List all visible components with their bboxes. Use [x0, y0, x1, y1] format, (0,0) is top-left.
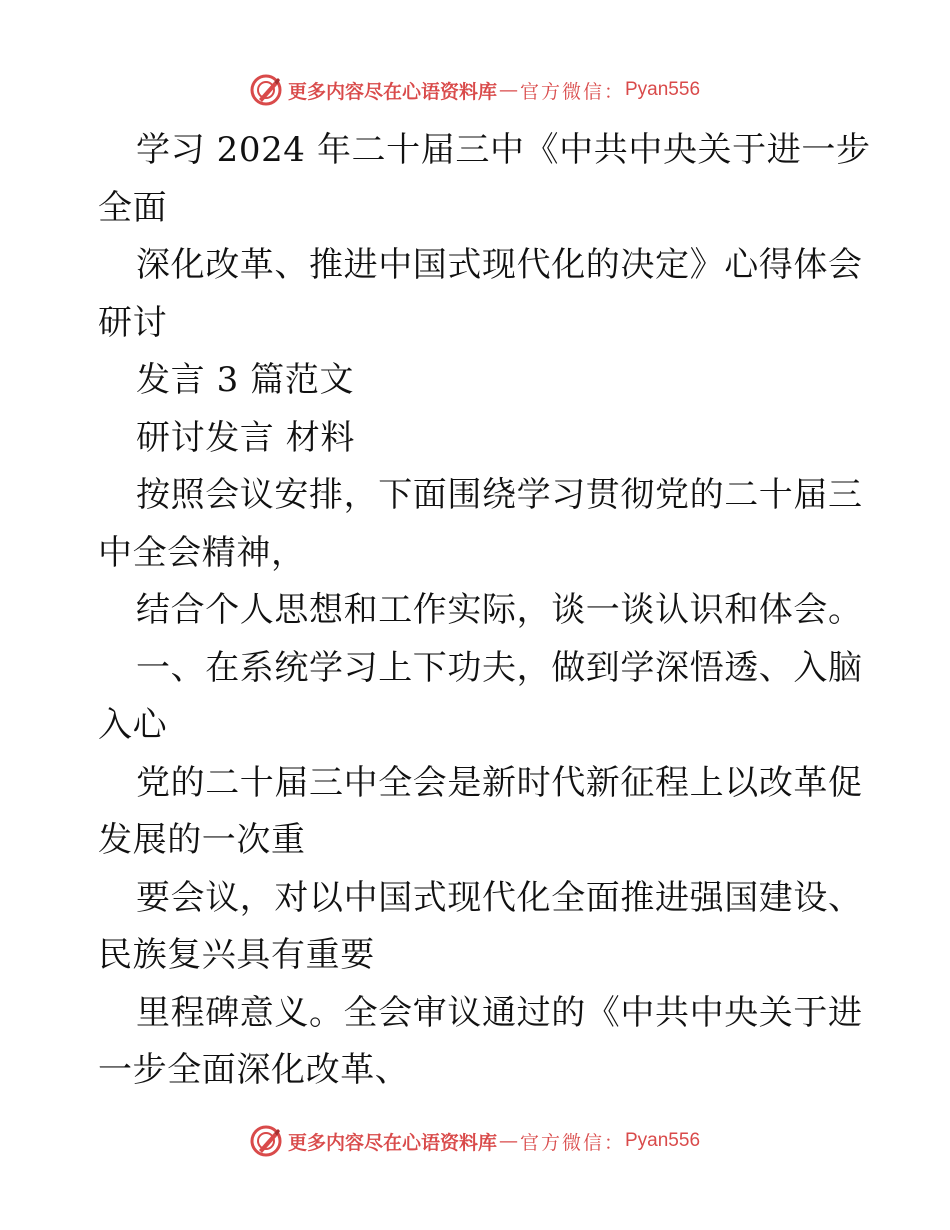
body-line: 一、在系统学习上下功夫，做到学深悟透、入脑 [136, 647, 863, 688]
body-line: 按照会议安排，下面围绕学习贯彻党的二十届三 [136, 475, 863, 515]
document-body [98, 122, 871, 1100]
footer-banner [0, 1121, 950, 1161]
brand-text: 更多内容尽在心语资料库 [287, 1131, 497, 1154]
body-line: 里程碑意义。全会审议通过的《中共中央关于进 [136, 992, 863, 1033]
wechat-id: Pyan556 [625, 79, 701, 100]
body-line: 研讨发言 材料 [136, 417, 356, 458]
body-line: 中全会精神， [98, 532, 306, 573]
banner-separator: — [498, 79, 518, 101]
body-line: 发展的一次重 [98, 820, 306, 860]
body-line: 党的二十届三中全会是新时代新征程上以改革促 [136, 762, 863, 803]
body-line: 入心 [98, 705, 168, 745]
body-line: 研讨 [98, 302, 168, 343]
banner-separator: — [498, 1130, 518, 1152]
wechat-id: Pyan556 [625, 1130, 701, 1151]
body-line: 深化改革、推进中国式现代化的决定》心得体会 [136, 245, 863, 285]
brand-text: 更多内容尽在心语资料库 [287, 80, 497, 103]
body-line: 学习 2024 年二十届三中《中共中央关于进一步 [136, 130, 871, 170]
body-line: 发言 3 篇范文 [136, 360, 355, 400]
body-line: 结合个人思想和工作实际，谈一谈认识和体会。 [136, 590, 863, 630]
body-line: 全面 [98, 187, 168, 228]
brand-logo-icon [250, 74, 282, 106]
body-line: 一步全面深化改革、 [98, 1050, 410, 1090]
body-line: 民族复兴具有重要 [98, 935, 375, 975]
header-banner [0, 70, 950, 110]
body-line: 要会议，对以中国式现代化全面推进强国建设、 [136, 877, 863, 918]
wechat-label: 官方微信： [519, 80, 625, 103]
wechat-label: 官方微信： [519, 1131, 625, 1154]
brand-logo-icon [250, 1125, 282, 1157]
